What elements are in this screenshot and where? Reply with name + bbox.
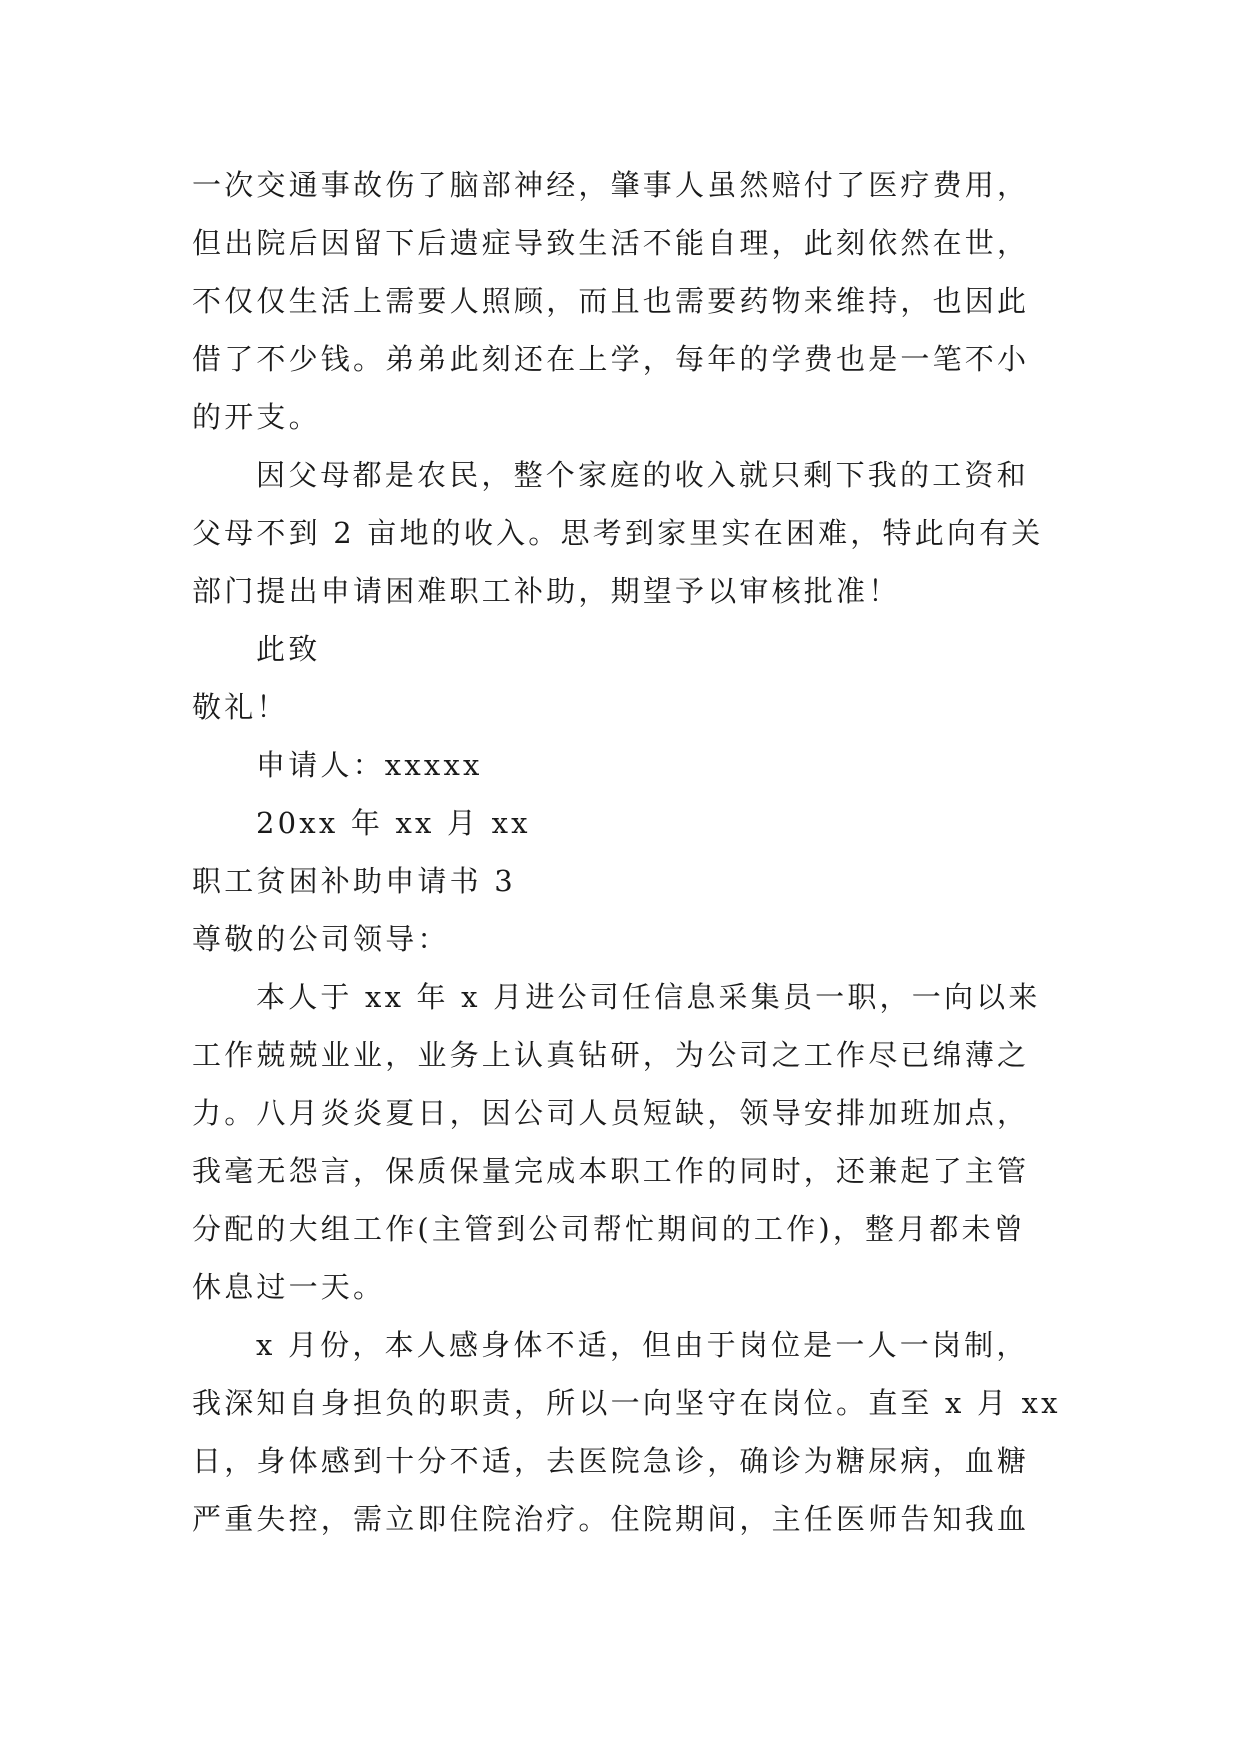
text-line: 但出院后因留下后遗症导致生活不能自理，此刻依然在世， [192,226,1030,260]
text-line: 休息过一天。 [192,1270,386,1304]
document-body [192,156,1072,1548]
text-line: 借了不少钱。弟弟此刻还在上学，每年的学费也是一笔不小 [192,342,1030,376]
text-line: 一次交通事故伤了脑部神经，肇事人虽然赔付了医疗费用， [192,168,1030,202]
text-line: 力。八月炎炎夏日，因公司人员短缺，领导安排加班加点， [192,1096,1030,1130]
text-line: 工作兢兢业业，业务上认真钻研，为公司之工作尽已绵薄之 [192,1038,1030,1072]
text-line: 部门提出申请困难职工补助，期望予以审核批准！ [192,574,901,608]
text-line: 父母不到 2 亩地的收入。思考到家里实在困难，特此向有关 [192,516,1044,550]
text-line: 我毫无怨言，保质保量完成本职工作的同时，还兼起了主管 [192,1154,1030,1188]
text-line: 严重失控，需立即住院治疗。住院期间，主任医师告知我血 [192,1502,1030,1536]
section-title: 职工贫困补助申请书 3 [192,864,516,898]
letter-greeting: 尊敬的公司领导： [192,922,450,956]
text-line: 分配的大组工作(主管到公司帮忙期间的工作)，整月都未曾 [192,1212,1027,1246]
text-line: 日，身体感到十分不适，去医院急诊，确诊为糖尿病，血糖 [192,1444,1030,1478]
closing-salutation: 此致 [256,632,321,666]
paragraph-start-line: x 月份，本人感身体不适，但由于岗位是一人一岗制， [256,1328,1029,1362]
applicant-signature: 申请人：xxxxx [256,748,483,782]
text-line: 我深知自身担负的职责，所以一向坚守在岗位。直至 x 月 xx [192,1386,1061,1420]
text-line: 不仅仅生活上需要人照顾，而且也需要药物来维持，也因此 [192,284,1030,318]
paragraph-start-line: 因父母都是农民，整个家庭的收入就只剩下我的工资和 [256,458,1029,492]
signature-date: 20xx 年 xx 月 xx [256,806,531,840]
text-line: 的开支。 [192,400,321,434]
closing-regards: 敬礼！ [192,690,289,724]
paragraph-start-line: 本人于 xx 年 x 月进公司任信息采集员一职，一向以来 [256,980,1041,1014]
